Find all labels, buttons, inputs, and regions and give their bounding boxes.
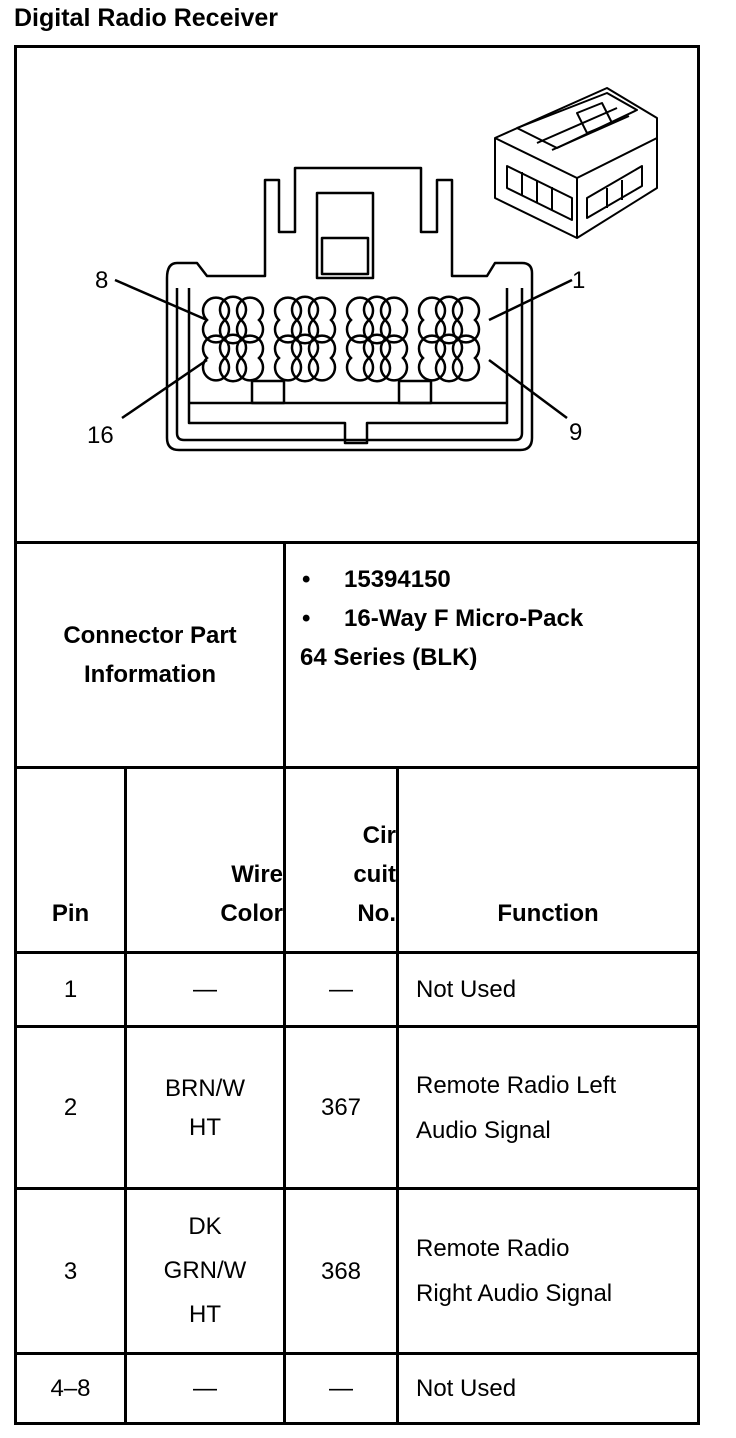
header-function-label: Function [497, 900, 599, 927]
table-row-wire: — [193, 976, 217, 1003]
table-row-function: Not Used [416, 1375, 517, 1402]
pin-label-16: 16 [87, 422, 114, 449]
connector-housing [167, 168, 532, 450]
table-row-circuit: — [329, 976, 353, 1003]
latch [317, 193, 373, 278]
connector-info-label-line: Information [84, 661, 216, 688]
table-row-function: Not Used [416, 976, 517, 1003]
header-circuit-line: cuit [353, 861, 396, 888]
function-line: Remote Radio [416, 1235, 570, 1262]
header-wire-color-line: Color [220, 900, 283, 927]
table-row-pin: 4–8 [50, 1375, 91, 1402]
table-row-function [399, 1190, 697, 1352]
function-line: Right Audio Signal [416, 1280, 613, 1307]
table-row-function [399, 1028, 697, 1187]
table-row-wire [127, 1028, 283, 1187]
table-row-wire: — [193, 1375, 217, 1402]
table-row-pin: 3 [63, 1257, 78, 1285]
header-circuit-line: Cir [362, 822, 396, 849]
bullet: • [302, 566, 311, 593]
table-row-wire [127, 1190, 283, 1352]
pin-label-8: 8 [95, 267, 109, 294]
connector-info-label-line: Connector Part [63, 622, 237, 649]
connector-series: 64 Series (BLK) [300, 644, 478, 671]
function-line: Audio Signal [416, 1116, 551, 1144]
wire-line: DK [188, 1213, 222, 1240]
wire-line: GRN/W [163, 1257, 247, 1284]
header-function [399, 769, 697, 951]
bullet: • [302, 605, 311, 632]
table-row-circuit: — [329, 1375, 353, 1402]
header-circuit-line: No. [357, 900, 396, 927]
header-pin-label: Pin [51, 900, 90, 927]
connector-diagram [17, 48, 699, 540]
function-line: Remote Radio Left [416, 1071, 617, 1099]
connector-info-label [17, 544, 283, 766]
connector-3d-view [495, 88, 657, 238]
table-row-circuit: 368 [320, 1257, 362, 1285]
table-row-pin: 2 [63, 1094, 78, 1121]
pin-label-1: 1 [572, 267, 586, 294]
wire-line: BRN/W [165, 1074, 245, 1102]
wire-line: HT [189, 1301, 221, 1328]
header-pin [17, 769, 124, 951]
terminal-row-bottom [203, 335, 479, 381]
header-wire-color-line: Wire [231, 861, 283, 888]
page-title: Digital Radio Receiver [14, 4, 278, 32]
connector-info-values [300, 560, 583, 677]
wire-line: HT [189, 1113, 221, 1141]
header-circuit-no [286, 769, 396, 951]
connector-description: 16-Way F Micro-Pack [344, 605, 584, 632]
pin-label-9: 9 [569, 419, 583, 446]
table-row-pin: 1 [63, 976, 78, 1003]
part-number: 15394150 [344, 566, 451, 593]
header-wire-color [127, 769, 283, 951]
table-row-circuit: 367 [320, 1094, 362, 1121]
